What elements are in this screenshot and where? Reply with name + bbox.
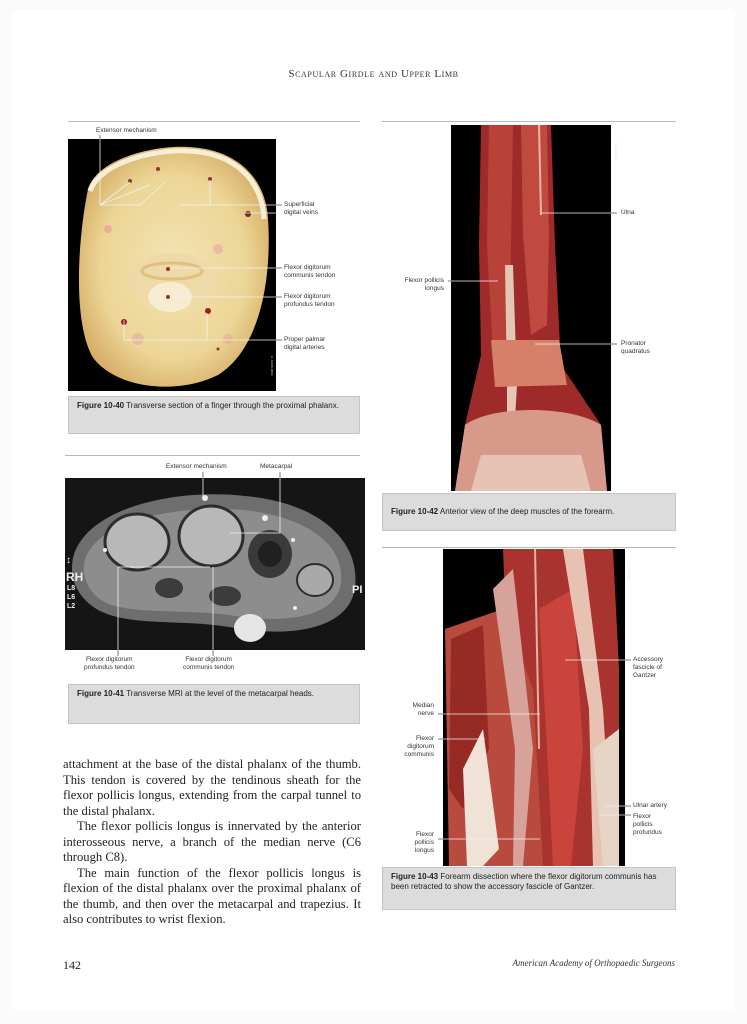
fig40-image <box>68 139 276 391</box>
fig42-watermark: © AAOS 2004 <box>614 140 618 161</box>
fig40-caption-label: Figure 10-40 <box>77 401 125 410</box>
body-paragraph-1: attachment at the base of the distal phalanx of the thumb. This tendon is covered by the tendinous sheath for the flexor pollicis longus, extending from the carpal tunnel to the distal phalanx. <box>63 757 361 818</box>
fig41-caption <box>68 684 360 724</box>
fig41-label-fdc: Flexor digitorum communis tendon <box>183 656 235 671</box>
fig43-label-median: Median nerve <box>412 702 434 717</box>
fig41-caption-text: Transverse MRI at the level of the metacarpal heads. <box>124 689 315 698</box>
fig42-caption-label: Figure 10-42 <box>391 507 439 516</box>
page-number: 142 <box>63 958 81 972</box>
fig42-image <box>451 125 611 491</box>
fig40-caption <box>68 396 360 434</box>
fig40-label-arteries: Proper palmar digital arteries <box>284 336 326 351</box>
finger-section-illustration <box>68 139 276 391</box>
fig43-label-fdc: Flexor digitorum communis <box>404 735 434 758</box>
fig43-caption <box>382 867 676 910</box>
fig43-image <box>443 549 625 866</box>
body-paragraph-2: The flexor pollicis longus is innervated by the anterior interosseous nerve, a branch of the median nerve (C6 through C8). <box>63 819 361 864</box>
fig43-caption-text: Forearm dissection where the flexor digitorum communis has been retracted to show the accessory fascicle of Gantzer. <box>391 872 657 891</box>
forearm-deep-muscles-illustration <box>451 125 611 491</box>
body-paragraph-3: The main function of the flexor pollicis longus is flexion of the distal phalanx over the proximal phalanx of the thumb, and then over the metacarpal and trapezius. It also contributes to wrist flexion. <box>63 865 361 926</box>
fig40-watermark: © AAOS 2004 <box>270 355 274 376</box>
fig42-top-rule <box>382 121 676 122</box>
mri-label-l1: L8 <box>67 585 76 592</box>
publisher-credit: American Academy of Orthopaedic Surgeons <box>512 958 675 968</box>
fig43-label-fpl: Flexor pollicis longus <box>414 831 434 854</box>
fig41-label-extensor: Extensor mechanism <box>166 463 227 470</box>
mri-label-l3: L2 <box>67 603 76 610</box>
mri-label-pi: PI <box>352 584 363 596</box>
fig42-label-pq: Pronator quadratus <box>621 340 650 355</box>
fig41-label-metacarpal: Metacarpal <box>260 463 293 470</box>
mri-illustration <box>65 478 365 650</box>
fig40-top-rule <box>68 121 360 122</box>
fig43-label-ulnar-artery: Ulnar artery <box>633 802 667 809</box>
body-text <box>63 757 361 928</box>
mri-orientation-arrow: ↕ <box>66 555 71 566</box>
fig40-label-fdc: Flexor digitorum communis tendon <box>284 264 336 279</box>
fig43-caption-label: Figure 10-43 <box>391 872 439 881</box>
fig40-label-extensor: Extensor mechanism <box>96 127 157 134</box>
fig43-label-gantzer: Accessory fascicle of Gantzer <box>633 656 663 679</box>
running-head: Scapular Girdle and Upper Limb <box>288 68 459 80</box>
mri-label-l2: L6 <box>67 594 76 601</box>
fig42-caption <box>382 493 676 531</box>
fig41-caption-label: Figure 10-41 <box>77 689 125 698</box>
fig42-label-fpl: Flexor pollicis longus <box>404 277 444 292</box>
fig42-caption-text: Anterior view of the deep muscles of the forearm. <box>438 507 615 516</box>
fig41-top-rule <box>65 455 360 456</box>
fig41-image <box>65 478 365 650</box>
forearm-dissection-illustration <box>443 549 625 866</box>
fig40-label-veins: Superficial digital veins <box>284 201 318 216</box>
fig40-caption-text: Transverse section of a finger through the proximal phalanx. <box>124 401 339 410</box>
fig43-top-rule <box>382 547 676 548</box>
mri-label-rh: RH <box>66 570 84 584</box>
fig41-label-fdp: Flexor digitorum profundus tendon <box>84 656 135 671</box>
fig43-label-fpp: Flexor pollicis profundus <box>633 813 662 836</box>
fig43-watermark: © AAOS 2004 <box>627 560 631 581</box>
fig42-label-ulna: Ulna <box>621 209 635 216</box>
fig40-label-fdp: Flexor digitorum profundus tendon <box>284 293 335 308</box>
